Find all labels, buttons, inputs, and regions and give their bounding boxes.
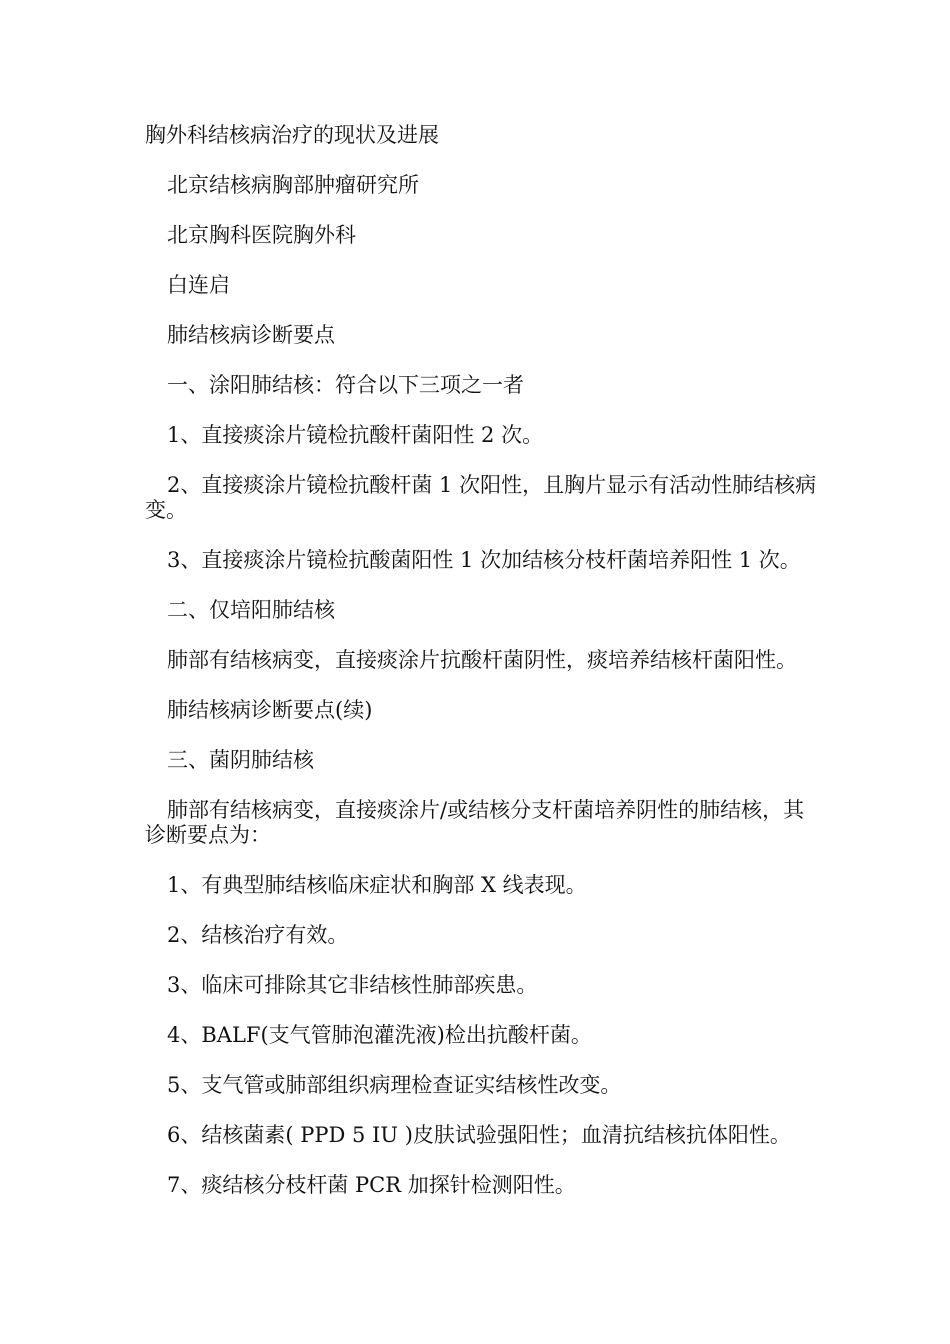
body-paragraph: 肺部有结核病变，直接痰涂片/或结核分支杆菌培养阴性的肺结核，其诊断要点为： [145, 798, 805, 847]
subsection-heading: 三、菌阴肺结核 [167, 748, 314, 772]
list-item: 3、临床可排除其它非结核性肺部疾患。 [167, 973, 538, 997]
list-item: 3、直接痰涂片镜检抗酸菌阳性 1 次加结核分枝杆菌培养阳性 1 次。 [167, 548, 801, 572]
list-item: 1、直接痰涂片镜检抗酸杆菌阳性 2 次。 [167, 423, 544, 447]
section-heading: 肺结核病诊断要点 [167, 323, 335, 347]
document-body [145, 123, 825, 1223]
subsection-heading: 二、仅培阳肺结核 [167, 598, 335, 622]
list-item: 4、BALF(支气管肺泡灌洗液)检出抗酸杆菌。 [167, 1023, 592, 1047]
list-item: 6、结核菌素( PPD 5 IU )皮肤试验强阳性；血清抗结核抗体阳性。 [167, 1123, 791, 1147]
paragraph-institute: 北京结核病胸部肿瘤研究所 [167, 173, 419, 197]
paragraph-author: 白连启 [167, 273, 230, 297]
list-item: 2、直接痰涂片镜检抗酸杆菌 1 次阳性，且胸片显示有活动性肺结核病变。 [145, 473, 817, 522]
paragraph-hospital: 北京胸科医院胸外科 [167, 223, 356, 247]
list-item: 7、痰结核分枝杆菌 PCR 加探针检测阳性。 [167, 1173, 576, 1197]
list-item: 1、有典型肺结核临床症状和胸部 X 线表现。 [167, 873, 587, 897]
document-title: 胸外科结核病治疗的现状及进展 [145, 123, 439, 147]
list-item: 2、结核治疗有效。 [167, 923, 349, 947]
body-paragraph: 肺部有结核病变，直接痰涂片抗酸杆菌阴性，痰培养结核杆菌阳性。 [167, 648, 797, 672]
section-heading: 肺结核病诊断要点(续) [167, 698, 373, 722]
subsection-heading: 一、涂阳肺结核：符合以下三项之一者 [167, 373, 524, 397]
list-item: 5、支气管或肺部组织病理检查证实结核性改变。 [167, 1073, 622, 1097]
